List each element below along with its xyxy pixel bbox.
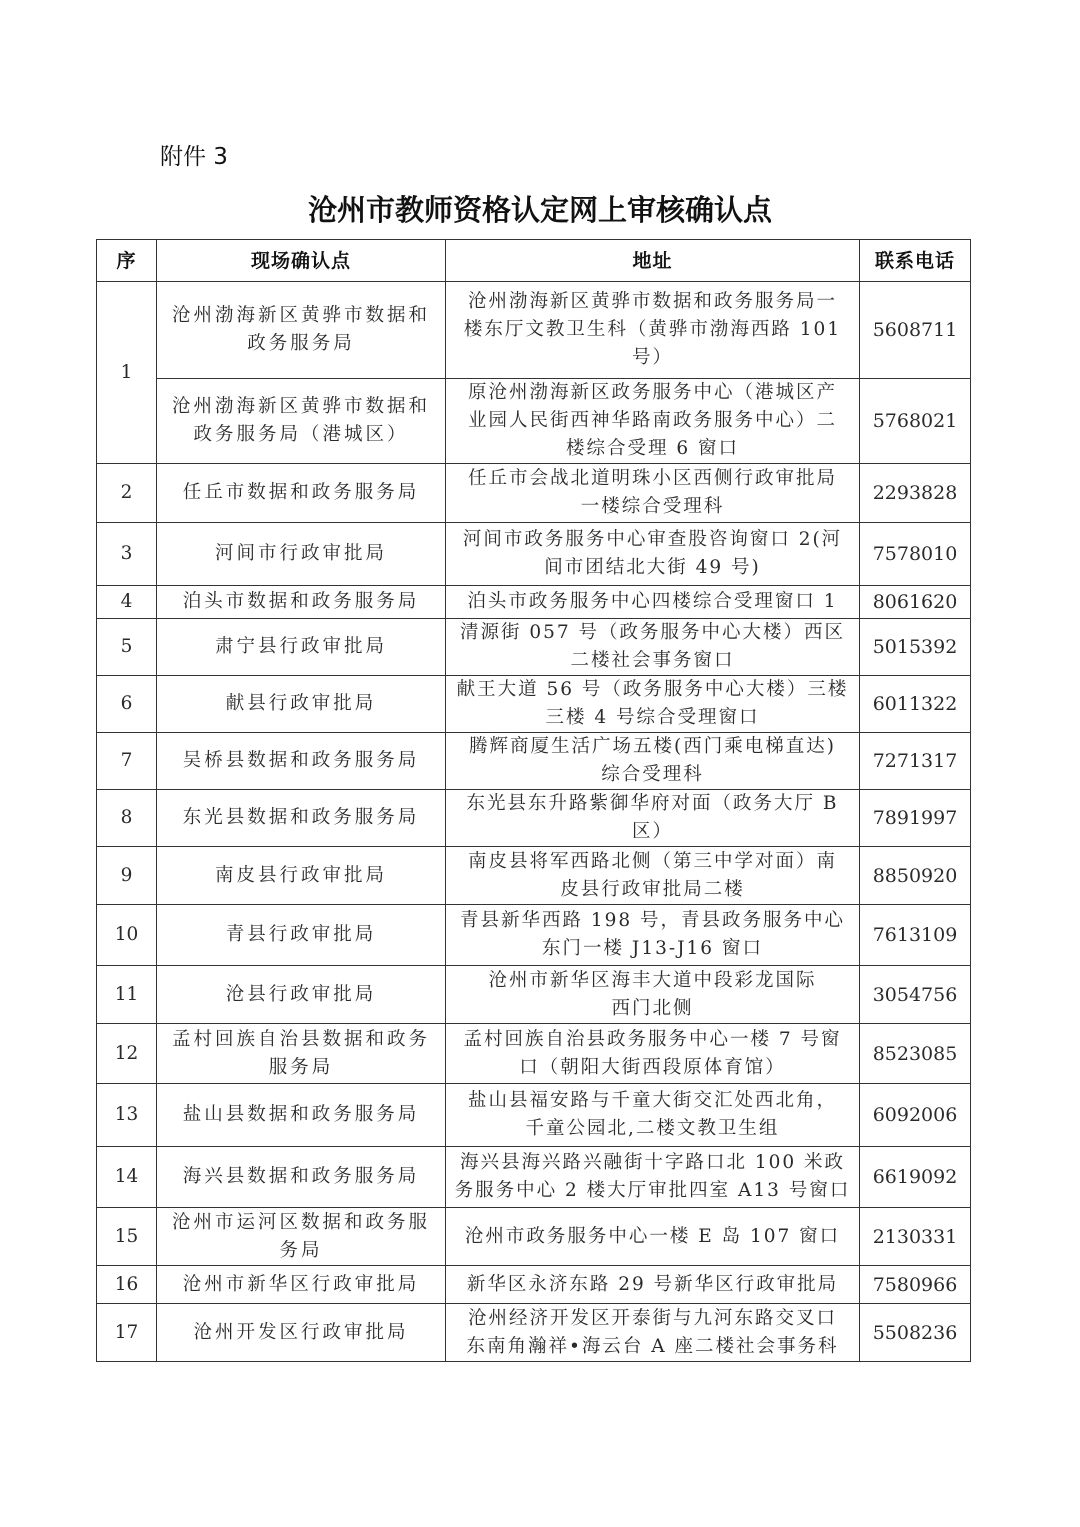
site-address: 海兴县海兴路兴融街十字路口北 100 米政 务服务中心 2 楼大厅审批四室 A13 号窗口 bbox=[446, 1147, 860, 1208]
site-address: 清源街 057 号（政务服务中心大楼）西区 二楼社会事务窗口 bbox=[446, 619, 860, 676]
row-number: 17 bbox=[97, 1304, 157, 1362]
contact-phone: 2130331 bbox=[860, 1208, 971, 1266]
table-row bbox=[97, 586, 971, 619]
header-phone: 联系电话 bbox=[860, 240, 971, 282]
site-name: 东光县数据和政务服务局 bbox=[157, 790, 446, 847]
confirmation-sites-table bbox=[96, 239, 971, 1362]
row-number: 16 bbox=[97, 1266, 157, 1304]
site-address: 沧州市新华区海丰大道中段彩龙国际 西门北侧 bbox=[446, 966, 860, 1024]
site-address: 任丘市会战北道明珠小区西侧行政审批局 一楼综合受理科 bbox=[446, 464, 860, 523]
table-row bbox=[97, 1304, 971, 1362]
contact-phone: 6011322 bbox=[860, 676, 971, 733]
row-number: 2 bbox=[97, 464, 157, 523]
row-number: 8 bbox=[97, 790, 157, 847]
site-name: 肃宁县行政审批局 bbox=[157, 619, 446, 676]
table-row bbox=[97, 282, 971, 379]
site-address: 沧州市政务服务中心一楼 E 岛 107 窗口 bbox=[446, 1208, 860, 1266]
header-site: 现场确认点 bbox=[157, 240, 446, 282]
site-address: 沧州渤海新区黄骅市数据和政务服务局一 楼东厅文教卫生科（黄骅市渤海西路 101 号） bbox=[446, 282, 860, 379]
site-address: 原沧州渤海新区政务服务中心（港城区产 业园人民街西神华路南政务服务中心）二 楼综合受理 6 窗口 bbox=[446, 379, 860, 464]
row-number: 9 bbox=[97, 847, 157, 905]
contact-phone: 5768021 bbox=[860, 379, 971, 464]
table-row bbox=[97, 790, 971, 847]
header-address: 地址 bbox=[446, 240, 860, 282]
table-row bbox=[97, 619, 971, 676]
site-address: 新华区永济东路 29 号新华区行政审批局 bbox=[446, 1266, 860, 1304]
row-number: 4 bbox=[97, 586, 157, 619]
contact-phone: 5608711 bbox=[860, 282, 971, 379]
site-name: 海兴县数据和政务服务局 bbox=[157, 1147, 446, 1208]
site-name: 沧州市新华区行政审批局 bbox=[157, 1266, 446, 1304]
site-address: 青县新华西路 198 号，青县政务服务中心 东门一楼 J13-J16 窗口 bbox=[446, 905, 860, 966]
contact-phone: 5015392 bbox=[860, 619, 971, 676]
site-name: 献县行政审批局 bbox=[157, 676, 446, 733]
site-address: 河间市政务服务中心审查股咨询窗口 2(河 间市团结北大街 49 号) bbox=[446, 523, 860, 586]
contact-phone: 7580966 bbox=[860, 1266, 971, 1304]
site-address: 东光县东升路紫御华府对面（政务大厅 B 区） bbox=[446, 790, 860, 847]
row-number: 1 bbox=[97, 282, 157, 464]
table-row bbox=[97, 1084, 971, 1147]
site-name: 沧州开发区行政审批局 bbox=[157, 1304, 446, 1362]
contact-phone: 2293828 bbox=[860, 464, 971, 523]
table-row bbox=[97, 733, 971, 790]
contact-phone: 5508236 bbox=[860, 1304, 971, 1362]
table-row bbox=[97, 1208, 971, 1266]
contact-phone: 6619092 bbox=[860, 1147, 971, 1208]
site-address: 腾辉商厦生活广场五楼(西门乘电梯直达) 综合受理科 bbox=[446, 733, 860, 790]
table-row bbox=[97, 1147, 971, 1208]
site-name: 吴桥县数据和政务服务局 bbox=[157, 733, 446, 790]
attachment-label: 附件 3 bbox=[160, 144, 228, 170]
table-row bbox=[97, 966, 971, 1024]
table-row bbox=[97, 847, 971, 905]
row-number: 14 bbox=[97, 1147, 157, 1208]
contact-phone: 8523085 bbox=[860, 1024, 971, 1084]
contact-phone: 7613109 bbox=[860, 905, 971, 966]
row-number: 5 bbox=[97, 619, 157, 676]
site-name: 沧州市运河区数据和政务服 务局 bbox=[157, 1208, 446, 1266]
contact-phone: 7271317 bbox=[860, 733, 971, 790]
table-row bbox=[97, 676, 971, 733]
site-name: 南皮县行政审批局 bbox=[157, 847, 446, 905]
table-row bbox=[97, 1266, 971, 1304]
header-number: 序 bbox=[97, 240, 157, 282]
contact-phone: 3054756 bbox=[860, 966, 971, 1024]
site-name: 青县行政审批局 bbox=[157, 905, 446, 966]
contact-phone: 8061620 bbox=[860, 586, 971, 619]
site-name: 泊头市数据和政务服务局 bbox=[157, 586, 446, 619]
row-number: 13 bbox=[97, 1084, 157, 1147]
site-name: 孟村回族自治县数据和政务 服务局 bbox=[157, 1024, 446, 1084]
row-number: 11 bbox=[97, 966, 157, 1024]
contact-phone: 6092006 bbox=[860, 1084, 971, 1147]
contact-phone: 7578010 bbox=[860, 523, 971, 586]
site-address: 南皮县将军西路北侧（第三中学对面）南 皮县行政审批局二楼 bbox=[446, 847, 860, 905]
row-number: 6 bbox=[97, 676, 157, 733]
table-row bbox=[97, 905, 971, 966]
table-header-row bbox=[97, 240, 971, 282]
site-name: 沧州渤海新区黄骅市数据和 政务服务局 bbox=[157, 282, 446, 379]
site-address: 盐山县福安路与千童大街交汇处西北角， 千童公园北,二楼文教卫生组 bbox=[446, 1084, 860, 1147]
site-name: 任丘市数据和政务服务局 bbox=[157, 464, 446, 523]
row-number: 7 bbox=[97, 733, 157, 790]
row-number: 15 bbox=[97, 1208, 157, 1266]
site-name: 沧县行政审批局 bbox=[157, 966, 446, 1024]
row-number: 12 bbox=[97, 1024, 157, 1084]
row-number: 10 bbox=[97, 905, 157, 966]
site-address: 泊头市政务服务中心四楼综合受理窗口 1 bbox=[446, 586, 860, 619]
site-address: 沧州经济开发区开泰街与九河东路交叉口 东南角瀚祥•海云台 A 座二楼社会事务科 bbox=[446, 1304, 860, 1362]
site-address: 孟村回族自治县政务服务中心一楼 7 号窗 口（朝阳大街西段原体育馆） bbox=[446, 1024, 860, 1084]
row-number: 3 bbox=[97, 523, 157, 586]
contact-phone: 8850920 bbox=[860, 847, 971, 905]
table-row bbox=[97, 379, 971, 464]
site-address: 献王大道 56 号（政务服务中心大楼）三楼 三楼 4 号综合受理窗口 bbox=[446, 676, 860, 733]
document-title: 沧州市教师资格认定网上审核确认点 bbox=[307, 193, 772, 227]
site-name: 盐山县数据和政务服务局 bbox=[157, 1084, 446, 1147]
contact-phone: 7891997 bbox=[860, 790, 971, 847]
table-row bbox=[97, 1024, 971, 1084]
site-name: 沧州渤海新区黄骅市数据和 政务服务局（港城区） bbox=[157, 379, 446, 464]
site-name: 河间市行政审批局 bbox=[157, 523, 446, 586]
table-row bbox=[97, 523, 971, 586]
table-row bbox=[97, 464, 971, 523]
